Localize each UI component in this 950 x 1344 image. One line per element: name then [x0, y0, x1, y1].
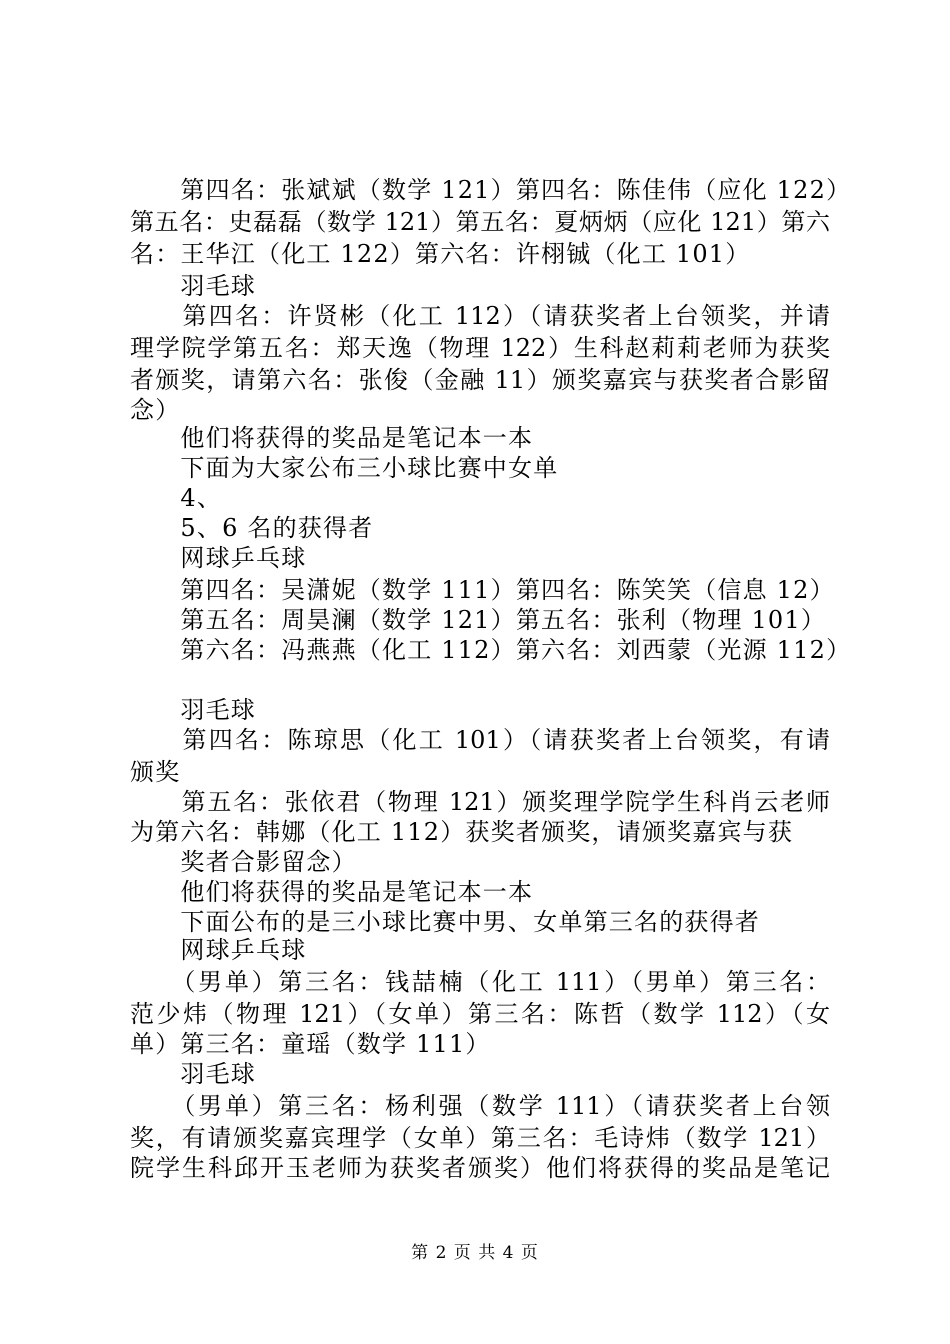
section-heading: 羽毛球 [130, 696, 256, 724]
text-line: 范少炜（物理 121）（女单）第三名：陈哲（数学 112）（女 [130, 1000, 830, 1028]
text-line: 下面为大家公布三小球比赛中女单 [130, 454, 559, 482]
text-line: 第四名：吴潇妮（数学 111）第四名：陈笑笑（信息 12） [130, 576, 835, 604]
text-line: （男单）第三名：杨利强（数学 111）（请获奖者上台领 [130, 1092, 830, 1120]
section-heading: 网球乒乓球 [130, 544, 307, 572]
text-line: 名：王华江（化工 122）第六名：许栩铖（化工 101） [130, 240, 751, 268]
text-line: 者颁奖，请第六名：张俊（金融 11）颁奖嘉宾与获奖者合影留 [130, 366, 830, 394]
section-heading: 网球乒乓球 [130, 936, 307, 964]
section-heading: 羽毛球 [130, 1060, 256, 1088]
text-line: 第四名：陈琼思（化工 101）（请获奖者上台领奖，有请 [130, 726, 830, 754]
text-line: 颁奖 [130, 758, 181, 786]
page-footer: 第 2 页 共 4 页 [411, 1243, 539, 1263]
text-line: 5、6 名的获得者 [130, 514, 374, 542]
text-line: 第五名：史磊磊（数学 121）第五名：夏炳炳（应化 121）第六 [130, 208, 830, 236]
text-line: 念） [130, 396, 181, 424]
text-line: 他们将获得的奖品是笔记本一本 [130, 424, 534, 452]
text-line: 下面公布的是三小球比赛中男、女单第三名的获得者 [130, 908, 760, 936]
text-line: 理学院学第五名：郑天逸（物理 122）生科赵莉莉老师为获奖 [130, 334, 830, 362]
section-heading: 羽毛球 [130, 272, 256, 300]
text-line: 第五名：周昊澜（数学 121）第五名：张利（物理 101） [130, 606, 827, 634]
text-line: 为第六名：韩娜（化工 112）获奖者颁奖，请颁奖嘉宾与获 [130, 818, 794, 846]
text-line: 奖，有请颁奖嘉宾理学（女单）第三名：毛诗炜（数学 121） [130, 1124, 830, 1152]
text-line: 院学生科邱开玉老师为获奖者颁奖）他们将获得的奖品是笔记 [130, 1154, 830, 1182]
text-line: 4、 [130, 484, 223, 512]
text-line: 单）第三名：童瑶（数学 111） [130, 1030, 491, 1058]
text-line: 第五名：张依君（物理 121）颁奖理学院学生科肖云老师 [130, 788, 830, 816]
text-line: 第六名：冯燕燕（化工 112）第六名：刘西蒙（光源 112） [130, 636, 852, 664]
text-line: 第四名：张斌斌（数学 121）第四名：陈佳伟（应化 122） [130, 176, 852, 204]
text-line: 他们将获得的奖品是笔记本一本 [130, 878, 534, 906]
text-line: 第四名：许贤彬（化工 112）（请获奖者上台领奖，并请 [130, 302, 830, 330]
text-line: 奖者合影留念） [130, 848, 357, 876]
text-line: （男单）第三名：钱喆楠（化工 111）（男单）第三名： [130, 968, 830, 996]
